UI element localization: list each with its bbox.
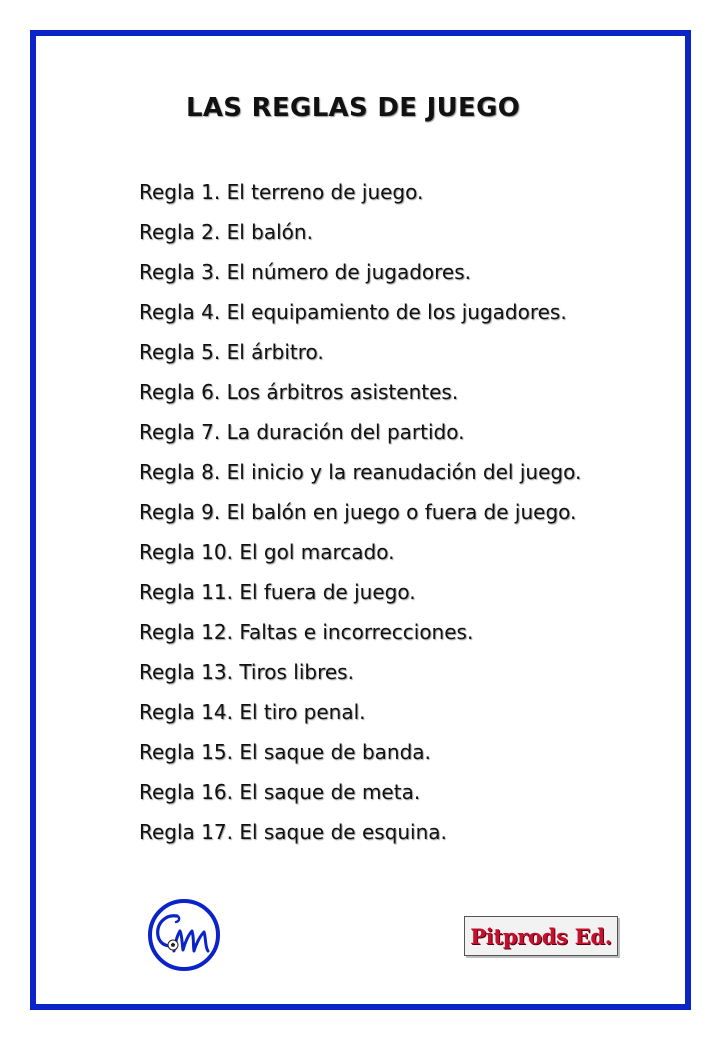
- rule-item: Regla 8. El inicio y la reanudación del juego.: [139, 460, 582, 484]
- soccer-ball-icon: [168, 940, 178, 950]
- page-title: LAS REGLAS DE JUEGO: [186, 93, 521, 123]
- rule-item: Regla 1. El terreno de juego.: [139, 180, 424, 204]
- rule-item: Regla 12. Faltas e incorrecciones.: [139, 620, 474, 644]
- rule-item: Regla 3. El número de jugadores.: [139, 260, 472, 284]
- rule-item: Regla 5. El árbitro.: [139, 340, 324, 364]
- rule-item: Regla 10. El gol marcado.: [139, 540, 395, 564]
- rule-item: Regla 2. El balón.: [139, 220, 313, 244]
- rule-item: Regla 17. El saque de esquina.: [139, 820, 447, 844]
- rule-item: Regla 6. Los árbitros asistentes.: [139, 380, 459, 404]
- rule-item: Regla 4. El equipamiento de los jugadores.: [139, 300, 567, 324]
- rule-item: Regla 9. El balón en juego o fuera de juego.: [139, 500, 577, 524]
- pitprods-logo-text: Pitprods Ed.: [470, 923, 612, 949]
- pitprods-logo: [464, 916, 618, 956]
- rule-item: Regla 16. El saque de meta.: [139, 780, 421, 804]
- cm-logo: [147, 898, 221, 972]
- rule-item: Regla 7. La duración del partido.: [139, 420, 465, 444]
- rule-item: Regla 15. El saque de banda.: [139, 740, 431, 764]
- rule-item: Regla 13. Tiros libres.: [139, 660, 354, 684]
- rule-item: Regla 14. El tiro penal.: [139, 700, 366, 724]
- rules-list: [139, 172, 581, 852]
- rule-item: Regla 11. El fuera de juego.: [139, 580, 416, 604]
